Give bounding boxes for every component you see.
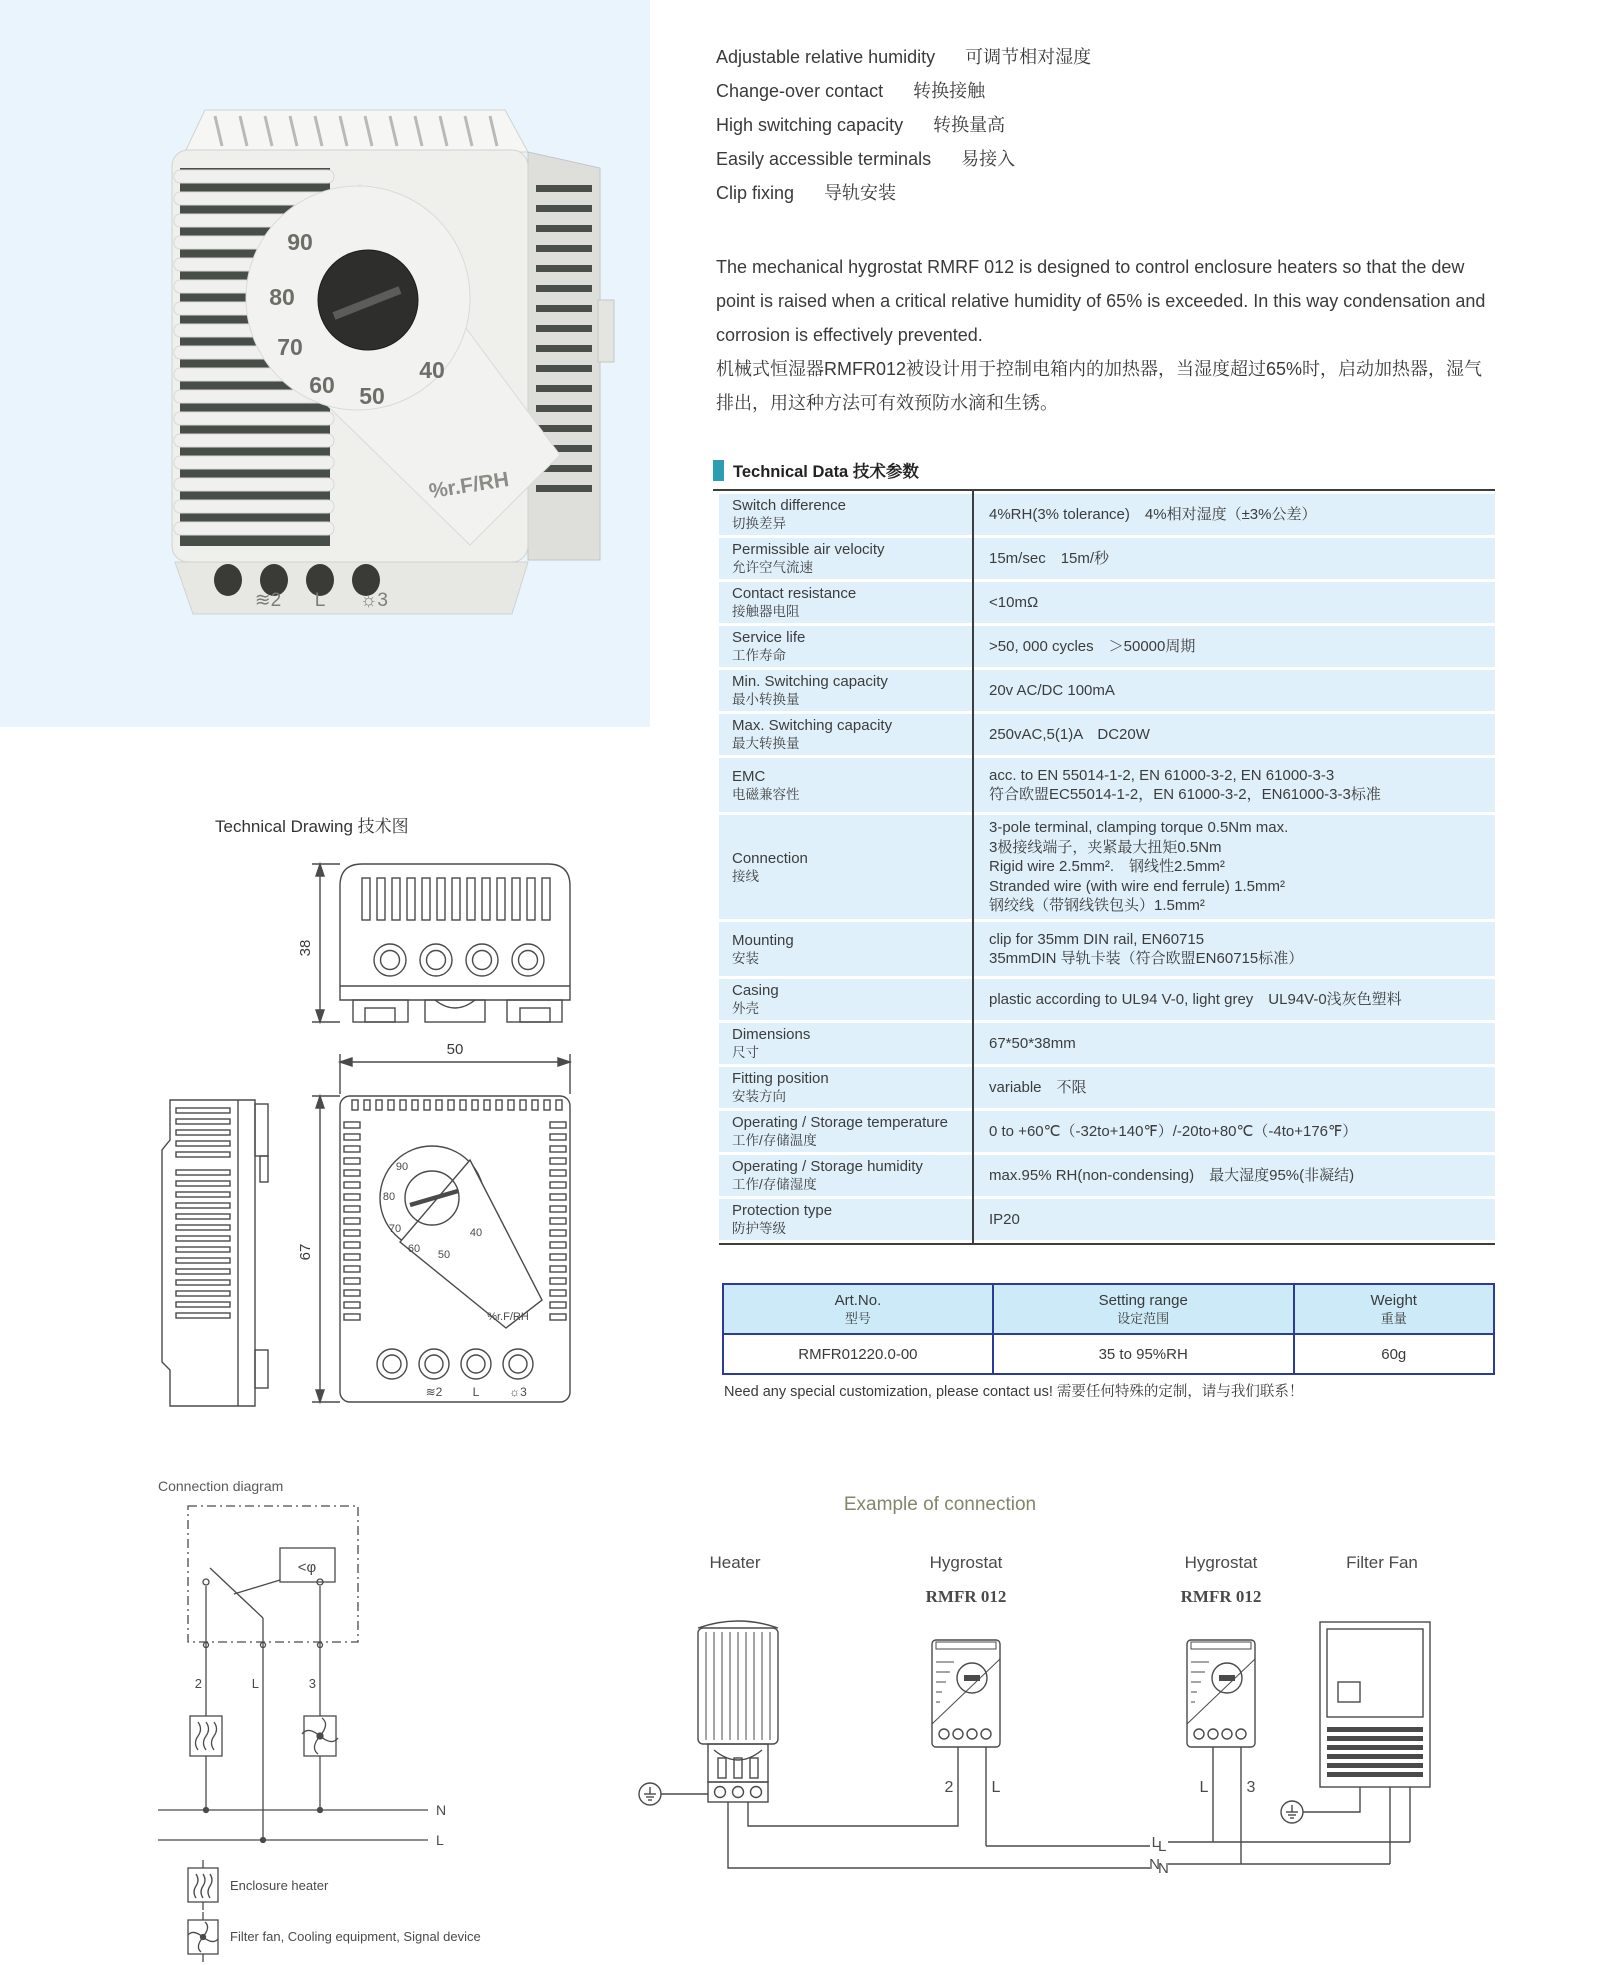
technical-data-title: Technical Data 技术参数: [733, 463, 919, 481]
param-en: Service life: [732, 629, 806, 646]
drawing-side-view: [162, 1100, 268, 1406]
heater-terminal-label: ≋2: [254, 590, 282, 611]
legend-fan-label: Filter fan, Cooling equipment, Signal device: [230, 1929, 481, 1944]
feature-item: [716, 176, 1506, 210]
wire-heater-neutral: [728, 1802, 1150, 1868]
param-value: 3极接线端子，夹紧最大扭矩0.5Nm: [989, 838, 1222, 856]
article-header-row: [723, 1284, 1494, 1334]
dim-38: [297, 864, 340, 1022]
param-zh: 安装方向: [732, 1089, 786, 1104]
technical-drawing: [70, 850, 580, 1430]
depth-dimension-label: 38: [297, 939, 314, 957]
table-row: [719, 1199, 1495, 1240]
param-value: 250vAC,5(1)A DC20W: [989, 725, 1150, 743]
wire-l-label: L: [991, 1779, 1001, 1796]
feature-item: [716, 74, 1506, 108]
top-view-feet: [353, 1000, 562, 1022]
param-value: 0 to +60℃（-32to+140℉）/-20to+80℃（-4to+176℉）: [989, 1122, 1358, 1140]
feature-zh: 可调节相对湿度: [965, 47, 1092, 67]
top-view-slots: [362, 878, 550, 920]
technical-data-header: [713, 458, 1495, 491]
param-zh: 切换差异: [732, 516, 786, 531]
front-view-terminal-labels: [426, 1385, 528, 1399]
param-value: IP20: [989, 1210, 1020, 1228]
accent-bar: [713, 460, 724, 481]
top-view-terminals: [374, 944, 544, 976]
param-value: 15m/sec 15m/秒: [989, 549, 1110, 567]
param-en: Connection: [732, 849, 808, 867]
artno-value: RMFR01220.0-00: [723, 1334, 993, 1374]
rh-scale-label: %r.F/RH: [427, 467, 511, 504]
wire-2-label: 2: [944, 1779, 954, 1796]
table-row: [719, 670, 1495, 711]
side-view-slats: [176, 1108, 230, 1318]
param-en: Casing: [732, 982, 779, 999]
changeover-switch: [203, 1548, 335, 1642]
line-bus-label: L: [436, 1832, 444, 1848]
param-value: acc. to EN 55014-1-2, EN 61000-3-2, EN 61000-3-3: [989, 766, 1335, 784]
param-en: Dimensions: [732, 1026, 811, 1043]
feature-en: High switching capacity: [716, 115, 904, 135]
param-value: 4%RH(3% tolerance) 4%相对湿度（±3%公差）: [989, 505, 1317, 523]
bus2-n-label: N: [1149, 1856, 1160, 1873]
fan-terminal-label: ☼3: [360, 590, 388, 611]
dial-number: 40: [469, 1227, 483, 1239]
bus1-n-label: N: [1158, 1860, 1169, 1877]
param-value: 20v AC/DC 100mA: [989, 681, 1115, 699]
product-photo: [0, 0, 650, 727]
param-zh: 接触器电阻: [732, 604, 800, 619]
hygrostat2-wire-labels: [1200, 1779, 1256, 1796]
setting-range-value: 35 to 95%RH: [993, 1334, 1294, 1374]
weight-header-zh: 重量: [1380, 1311, 1407, 1326]
example-of-connection: [620, 1482, 1500, 1902]
feature-en: Clip fixing: [716, 183, 795, 203]
param-en: Permissible air velocity: [732, 541, 885, 558]
heater-label: Heater: [709, 1553, 761, 1572]
dial-number: 90: [395, 1161, 409, 1173]
dial-number: 60: [407, 1243, 421, 1255]
param-en: Switch difference: [732, 497, 846, 514]
param-value: >50, 000 cycles ＞50000周期: [989, 637, 1196, 655]
table-row: [719, 1067, 1495, 1108]
hygrostat2-label: Hygrostat: [1184, 1553, 1258, 1572]
table-row: [719, 815, 1495, 919]
dial-number: 40: [419, 357, 445, 383]
table-row: [719, 714, 1495, 755]
front-view-rh-label: %r.F/RH: [487, 1311, 529, 1323]
param-value: max.95% RH(non-condensing) 最大湿度95%(非凝结): [989, 1166, 1355, 1184]
param-value: variable 不限: [989, 1078, 1087, 1096]
terminal-labels: [255, 590, 388, 611]
dial-number: 70: [277, 334, 303, 360]
wire-heater-to-hygrostat: [748, 1747, 958, 1826]
feature-en: Change-over contact: [716, 81, 884, 101]
feature-zh: 易接入: [961, 149, 1016, 169]
dim-50: [340, 1041, 570, 1094]
table-row: [719, 626, 1495, 667]
dial-number: 90: [287, 229, 313, 255]
param-en: Min. Switching capacity: [732, 673, 888, 690]
example-title: Example of connection: [843, 1494, 1037, 1515]
feature-item: [716, 108, 1506, 142]
param-zh: 尺寸: [732, 1045, 759, 1060]
param-zh: 工作/存储湿度: [732, 1177, 817, 1192]
hygrostat-boundary-box: [188, 1506, 358, 1642]
param-value: Stranded wire (with wire end ferrule) 1.5mm²: [989, 877, 1285, 895]
param-value: clip for 35mm DIN rail, EN60715: [989, 930, 1205, 948]
feature-zh: 导轨安装: [824, 183, 897, 203]
technical-data-table: [719, 494, 1495, 1245]
hygrostat2-device: [1187, 1640, 1255, 1747]
bus1-l-label: L: [1158, 1838, 1167, 1855]
param-en: Protection type: [732, 1202, 833, 1219]
hygrostat1-wire-labels: [945, 1779, 1001, 1796]
table-row: [719, 922, 1495, 976]
humidity-sensor-symbol: <φ: [297, 1559, 317, 1576]
param-value: Rigid wire 2.5mm². 钢线性2.5mm²: [989, 858, 1225, 876]
param-zh: 最小转换量: [732, 692, 800, 707]
dial-number: 60: [309, 372, 335, 398]
filter-fan-label: Filter Fan: [1346, 1553, 1418, 1572]
param-value: 符合欧盟EC55014-1-2，EN 61000-3-2，EN61000-3-3标准: [989, 786, 1381, 803]
artno-header-en: Art.No.: [834, 1292, 882, 1309]
product-photo-panel: [0, 0, 650, 727]
param-zh: 工作/存储温度: [732, 1133, 817, 1148]
ground-symbol-2: [1281, 1787, 1360, 1823]
feature-zh: 转换量高: [933, 115, 1006, 135]
param-zh: 允许空气流速: [732, 560, 813, 575]
dial-number: 50: [359, 383, 385, 409]
width-dimension-label: 50: [446, 1041, 464, 1058]
neutral-bus-label: N: [436, 1802, 447, 1818]
table-row: [719, 1023, 1495, 1064]
terminal-3-label: 3: [308, 1676, 316, 1691]
article-table: [722, 1283, 1495, 1375]
param-en: Max. Switching capacity: [732, 717, 893, 734]
product-description: [716, 250, 1500, 420]
param-zh: 接线: [732, 868, 759, 884]
feature-list: [716, 40, 1506, 210]
customization-note: Need any special customization, please contact us! 需要任何特殊的定制，请与我们联系！: [724, 1384, 1304, 1400]
table-row: [719, 979, 1495, 1020]
front-view-right-louvers: [550, 1122, 566, 1320]
heater-terminal-label: ≋2: [425, 1385, 443, 1399]
param-en: Contact resistance: [732, 585, 857, 602]
table-row: [719, 538, 1495, 579]
param-en: Fitting position: [732, 1070, 829, 1087]
param-zh: 工作寿命: [732, 648, 786, 663]
bus2-l-label: L: [1151, 1834, 1160, 1851]
feature-zh: 转换接触: [913, 81, 986, 101]
param-value: 67*50*38mm: [989, 1034, 1076, 1052]
diagram-terminal-labels: [195, 1676, 316, 1691]
dial-number: 80: [269, 284, 295, 310]
artno-header-zh: 型号: [844, 1311, 871, 1326]
weight-value: 60g: [1294, 1334, 1494, 1374]
legend-filter-fan: [188, 1912, 481, 1962]
connection-diagram: [130, 1492, 490, 1962]
dial-number: 50: [437, 1249, 451, 1261]
setting-header-en: Setting range: [1098, 1292, 1188, 1309]
wire-3-label: 3: [1246, 1779, 1256, 1796]
param-value: 3-pole terminal, clamping torque 0.5Nm max.: [989, 819, 1289, 837]
param-en: EMC: [732, 767, 766, 785]
wire-l-label: L: [1199, 1779, 1209, 1796]
param-value: 35mmDIN 导轨卡装（符合欧盟EN60715标准）: [989, 950, 1304, 967]
hygrostat1-label: Hygrostat: [929, 1553, 1003, 1572]
front-view-left-louvers: [344, 1122, 360, 1320]
ground-symbol-1: [639, 1783, 708, 1805]
table-row: [719, 1155, 1495, 1196]
table-row: [719, 1111, 1495, 1152]
feature-item: [716, 40, 1506, 74]
height-dimension-label: 67: [297, 1243, 314, 1261]
technical-drawing-title: Technical Drawing 技术图: [215, 817, 409, 836]
heater-symbol-box: [190, 1716, 222, 1756]
dim-67: [297, 1096, 340, 1402]
param-zh: 外壳: [732, 1001, 759, 1016]
hygrostat1-model: RMFR 012: [925, 1587, 1007, 1606]
device-side: [528, 152, 600, 560]
description-en: The mechanical hygrostat RMRF 012 is designed to control enclosure heaters so that the dew point is raised when a critical relative humidity of 65% is exceeded. In this way condensation and corrosion is effectively prevented.: [716, 257, 1486, 345]
front-view-terminals: [377, 1349, 533, 1379]
article-data-row: [723, 1334, 1494, 1374]
terminal-2-label: 2: [194, 1676, 202, 1691]
feature-item: [716, 142, 1506, 176]
description-zh: 机械式恒湿器RMFR012被设计用于控制电箱内的加热器，当湿度超过65%时，启动加热器，湿气排出，用这种方法可有效预防水滴和生锈。: [716, 359, 1483, 413]
table-bottom-line: [719, 1243, 1495, 1245]
hygrostat2-model: RMFR 012: [1180, 1587, 1262, 1606]
feature-en: Easily accessible terminals: [716, 149, 932, 169]
dial-number: 80: [382, 1191, 396, 1203]
fan-symbol-box: [302, 1716, 338, 1756]
dial-number: 70: [388, 1223, 402, 1235]
param-value: 钢绞线（带钢线铁包头）1.5mm²: [989, 897, 1205, 915]
param-en: Operating / Storage temperature: [732, 1114, 948, 1131]
hygrostat1-device: [932, 1640, 1000, 1747]
fan-terminal-label: ☼3: [509, 1385, 527, 1399]
table-row: [719, 758, 1495, 812]
table-row: [719, 494, 1495, 535]
param-en: Mounting: [732, 931, 794, 949]
example-device-labels: [709, 1553, 1417, 1606]
table-row: [719, 582, 1495, 623]
device-top: [185, 110, 528, 152]
front-view-dial-pointer-panel: [400, 1160, 542, 1328]
param-zh: 最大转换量: [732, 736, 800, 751]
weight-header-en: Weight: [1370, 1292, 1417, 1309]
param-value: <10mΩ: [989, 593, 1039, 611]
param-zh: 防护等级: [732, 1221, 786, 1236]
terminal-l-label: L: [251, 1676, 259, 1691]
front-view-top-comb: [352, 1100, 562, 1110]
param-zh: 电磁兼容性: [732, 786, 800, 802]
line-terminal-label: L: [314, 590, 326, 611]
heater-device: [698, 1621, 778, 1802]
filter-fan-device: [1320, 1622, 1430, 1787]
din-clip: [598, 300, 614, 362]
table-column-divider: [972, 489, 974, 1243]
legend-enclosure-heater: [188, 1860, 329, 1910]
param-zh: 安装: [732, 950, 759, 966]
param-en: Operating / Storage humidity: [732, 1158, 923, 1175]
connection-diagram-title: Connection diagram: [158, 1478, 284, 1494]
legend-heater-label: Enclosure heater: [230, 1878, 329, 1893]
drawing-front-view: [297, 1096, 570, 1402]
setting-header-zh: 设定范围: [1117, 1311, 1170, 1326]
param-value: plastic according to UL94 V-0, light grey UL94V-0浅灰色塑料: [989, 990, 1402, 1008]
line-terminal-label: L: [472, 1385, 480, 1399]
feature-en: Adjustable relative humidity: [716, 47, 936, 67]
drawing-top-view: [297, 864, 570, 1022]
